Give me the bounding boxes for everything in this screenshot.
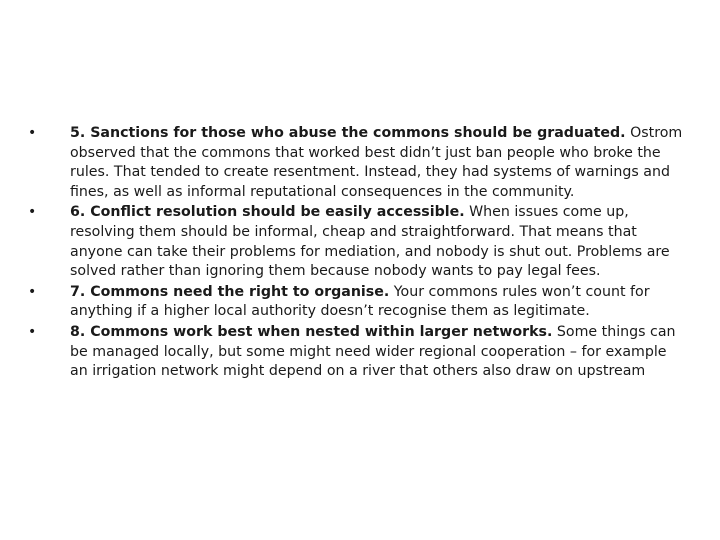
bullet-item-8 <box>26 323 688 382</box>
bullet-heading: 7. Commons need the right to organise. <box>70 283 390 300</box>
bullet-list <box>26 124 688 383</box>
bullet-icon: • <box>28 204 37 221</box>
bullet-item-5 <box>26 124 688 202</box>
bullet-heading: 5. Sanctions for those who abuse the commons should be graduated. <box>70 125 626 141</box>
bullet-body: Some things can be managed locally, but some might need wider regional cooperation – for example an irrigation network might depend on a river that others also draw on upstream <box>70 323 676 380</box>
bullet-icon: • <box>28 125 37 141</box>
bullet-icon: • <box>28 323 37 340</box>
bullet-body: When issues come up, resolving them should be informal, cheap and straightforward. That means that anyone can take their problems for mediation, and nobody is shut out. Problems are solved rather than ignoring them because nobody wants to pay legal fees. <box>70 204 670 280</box>
bullet-item-7 <box>26 283 688 322</box>
bullet-icon: • <box>28 283 37 300</box>
bullet-heading: 6. Conflict resolution should be easily accessible. <box>70 204 465 221</box>
bullet-heading: 8. Commons work best when nested within larger networks. <box>70 323 553 340</box>
bullet-item-6 <box>26 203 688 281</box>
bullet-body: Your commons rules won’t count for anything if a higher local authority doesn’t recognise them as legitimate. <box>70 283 650 320</box>
bullet-body: Ostrom observed that the commons that worked best didn’t just ban people who broke the rules. That tended to create resentment. Instead, they had systems of warnings and fines, as well as informal reputational consequences in the community. <box>70 125 683 200</box>
